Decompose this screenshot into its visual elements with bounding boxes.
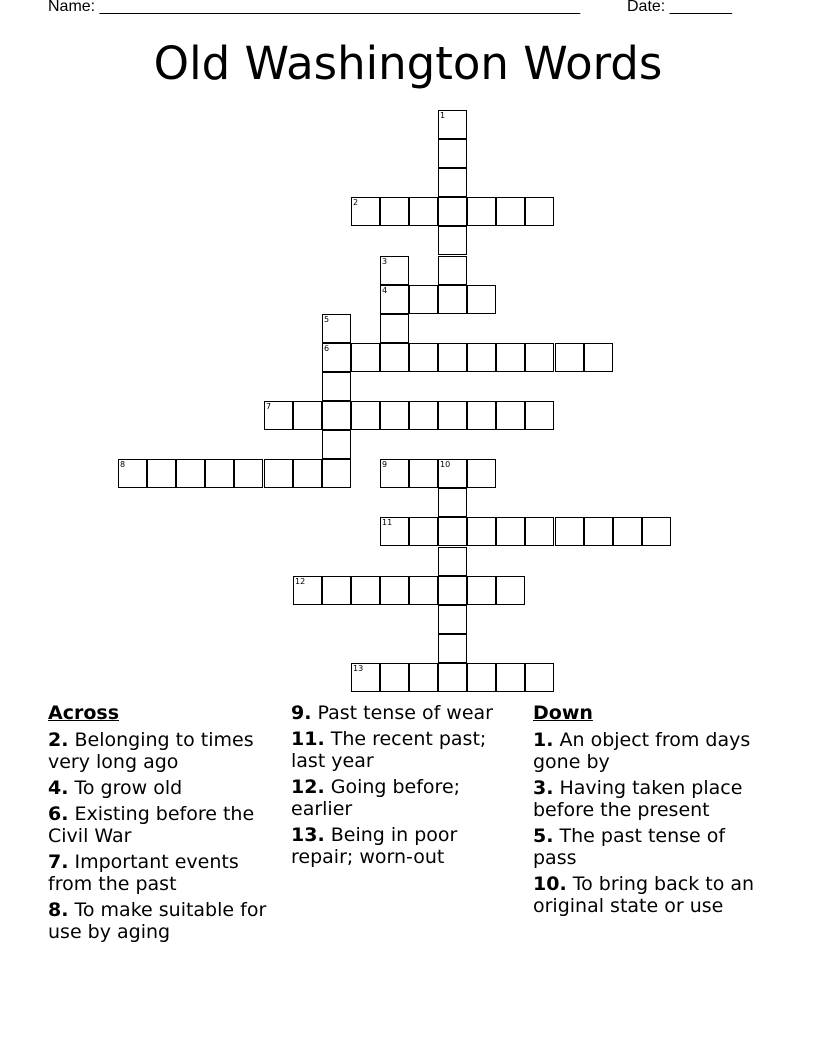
crossword-cell[interactable] [380,285,409,314]
crossword-cell[interactable] [525,343,554,372]
clue-number: 1. [533,729,554,751]
crossword-cell[interactable] [380,197,409,226]
crossword-cell[interactable] [322,401,351,430]
crossword-cell[interactable] [380,576,409,605]
cell-number: 6 [324,344,330,353]
clue-number: 7. [48,851,69,873]
crossword-cell[interactable] [351,401,380,430]
crossword-cell[interactable] [438,110,467,139]
crossword-cell[interactable] [322,343,351,372]
crossword-cell[interactable] [438,459,467,488]
clue-number: 12. [291,776,325,798]
crossword-cell[interactable] [380,343,409,372]
name-field-label: Name: ______________________________________________________ [48,0,581,15]
down-heading: Down [533,702,593,724]
down-clue [533,777,765,821]
down-clue [533,729,765,773]
cell-number: 13 [353,664,364,673]
crossword-cell[interactable] [525,663,554,692]
crossword-cell[interactable] [409,401,438,430]
across-clue [291,728,523,772]
crossword-cell[interactable] [351,197,380,226]
crossword-cell[interactable] [438,139,467,168]
cell-number: 2 [353,198,359,207]
crossword-cell[interactable] [496,663,525,692]
across-clue [48,851,280,895]
crossword-cell[interactable] [409,285,438,314]
cell-number: 9 [382,460,388,469]
clues-column-2 [291,702,523,872]
crossword-cell[interactable] [438,576,467,605]
crossword-cell[interactable] [380,663,409,692]
crossword-cell[interactable] [467,401,496,430]
clue-number: 3. [533,777,554,799]
crossword-cell[interactable] [409,576,438,605]
crossword-cell[interactable] [467,197,496,226]
across-clue [291,776,523,820]
crossword-cell[interactable] [438,256,467,285]
crossword-cell[interactable] [264,459,293,488]
crossword-cell[interactable] [293,459,322,488]
clue-number: 8. [48,899,69,921]
clue-text: Going before; earlier [291,776,461,820]
crossword-cell[interactable] [438,168,467,197]
crossword-cell[interactable] [380,256,409,285]
crossword-cell[interactable] [380,459,409,488]
clues-column-3 [533,702,765,921]
crossword-cell[interactable] [409,517,438,546]
crossword-cell[interactable] [438,663,467,692]
cell-number: 11 [382,518,393,527]
crossword-cell[interactable] [467,517,496,546]
clue-text: Past tense of wear [317,702,493,724]
cell-number: 12 [295,577,306,586]
crossword-cell[interactable] [467,663,496,692]
crossword-cell[interactable] [467,285,496,314]
crossword-cell[interactable] [322,576,351,605]
across-clue [48,729,280,773]
crossword-cell[interactable] [496,401,525,430]
across-heading: Across [48,702,120,724]
crossword-cell[interactable] [438,343,467,372]
clue-number: 10. [533,873,567,895]
page-title: Old Washington Words [153,37,663,90]
crossword-cell[interactable] [409,343,438,372]
crossword-cell[interactable] [496,197,525,226]
crossword-cell[interactable] [351,663,380,692]
clue-text: Being in poor repair; worn-out [291,824,458,868]
clue-text: The recent past; last year [291,728,487,772]
crossword-cell[interactable] [438,488,467,517]
crossword-cell[interactable] [525,517,554,546]
crossword-cell[interactable] [176,459,205,488]
crossword-cell[interactable] [147,459,176,488]
clue-text: Having taken place before the present [533,777,743,821]
down-clue [533,825,765,869]
crossword-cell[interactable] [467,459,496,488]
crossword-cell[interactable] [351,576,380,605]
crossword-cell[interactable] [351,343,380,372]
crossword-cell[interactable] [438,285,467,314]
clue-number: 2. [48,729,69,751]
crossword-cell[interactable] [118,459,147,488]
crossword-cell[interactable] [438,401,467,430]
cell-number: 3 [382,257,388,266]
crossword-cell[interactable] [613,517,642,546]
crossword-cell[interactable] [409,459,438,488]
crossword-cell[interactable] [467,343,496,372]
clue-text: Important events from the past [48,851,239,895]
clue-number: 9. [291,702,312,724]
clues-column-1 [48,702,280,947]
crossword-cell[interactable] [642,517,671,546]
crossword-cell[interactable] [380,401,409,430]
cell-number: 4 [382,286,388,295]
across-clue [48,777,280,799]
crossword-cell[interactable] [234,459,263,488]
crossword-cell[interactable] [584,517,613,546]
crossword-cell[interactable] [380,517,409,546]
crossword-cell[interactable] [293,401,322,430]
crossword-cell[interactable] [205,459,234,488]
crossword-cell[interactable] [438,197,467,226]
crossword-cell[interactable] [293,576,322,605]
down-clue [533,873,765,917]
crossword-cell[interactable] [438,517,467,546]
crossword-cell[interactable] [525,197,554,226]
crossword-cell[interactable] [496,576,525,605]
clue-text: Belonging to times very long ago [48,729,254,773]
across-clue [48,803,280,847]
crossword-cell[interactable] [322,459,351,488]
crossword-cell[interactable] [322,372,351,401]
cell-number: 5 [324,315,330,324]
clue-text: An object from days gone by [533,729,751,773]
clue-text: To grow old [74,777,183,799]
crossword-cell[interactable] [380,314,409,343]
cell-number: 1 [440,111,446,120]
crossword-cell[interactable] [438,547,467,576]
crossword-cell[interactable] [322,314,351,343]
crossword-cell[interactable] [438,605,467,634]
crossword-cell[interactable] [438,226,467,255]
date-field-label: Date: _______ [627,0,732,15]
across-clue [291,824,523,868]
clue-text: The past tense of pass [533,825,726,869]
crossword-cell[interactable] [438,634,467,663]
crossword-cell[interactable] [525,401,554,430]
clue-number: 4. [48,777,69,799]
across-clue [48,899,280,943]
clue-number: 13. [291,824,325,846]
clue-number: 6. [48,803,69,825]
crossword-cell[interactable] [409,663,438,692]
crossword-cell[interactable] [322,430,351,459]
clue-text: To bring back to an original state or use [533,873,755,917]
crossword-cell[interactable] [496,517,525,546]
crossword-cell[interactable] [264,401,293,430]
crossword-cell[interactable] [496,343,525,372]
cell-number: 10 [440,460,451,469]
clue-text: Existing before the Civil War [48,803,255,847]
cell-number: 7 [266,402,272,411]
crossword-cell[interactable] [584,343,613,372]
crossword-cell[interactable] [409,197,438,226]
crossword-cell[interactable] [555,343,584,372]
clue-number: 5. [533,825,554,847]
clue-text: To make suitable for use by aging [48,899,267,943]
cell-number: 8 [120,460,126,469]
crossword-cell[interactable] [555,517,584,546]
clue-number: 11. [291,728,325,750]
crossword-cell[interactable] [467,576,496,605]
across-clue [291,702,523,724]
